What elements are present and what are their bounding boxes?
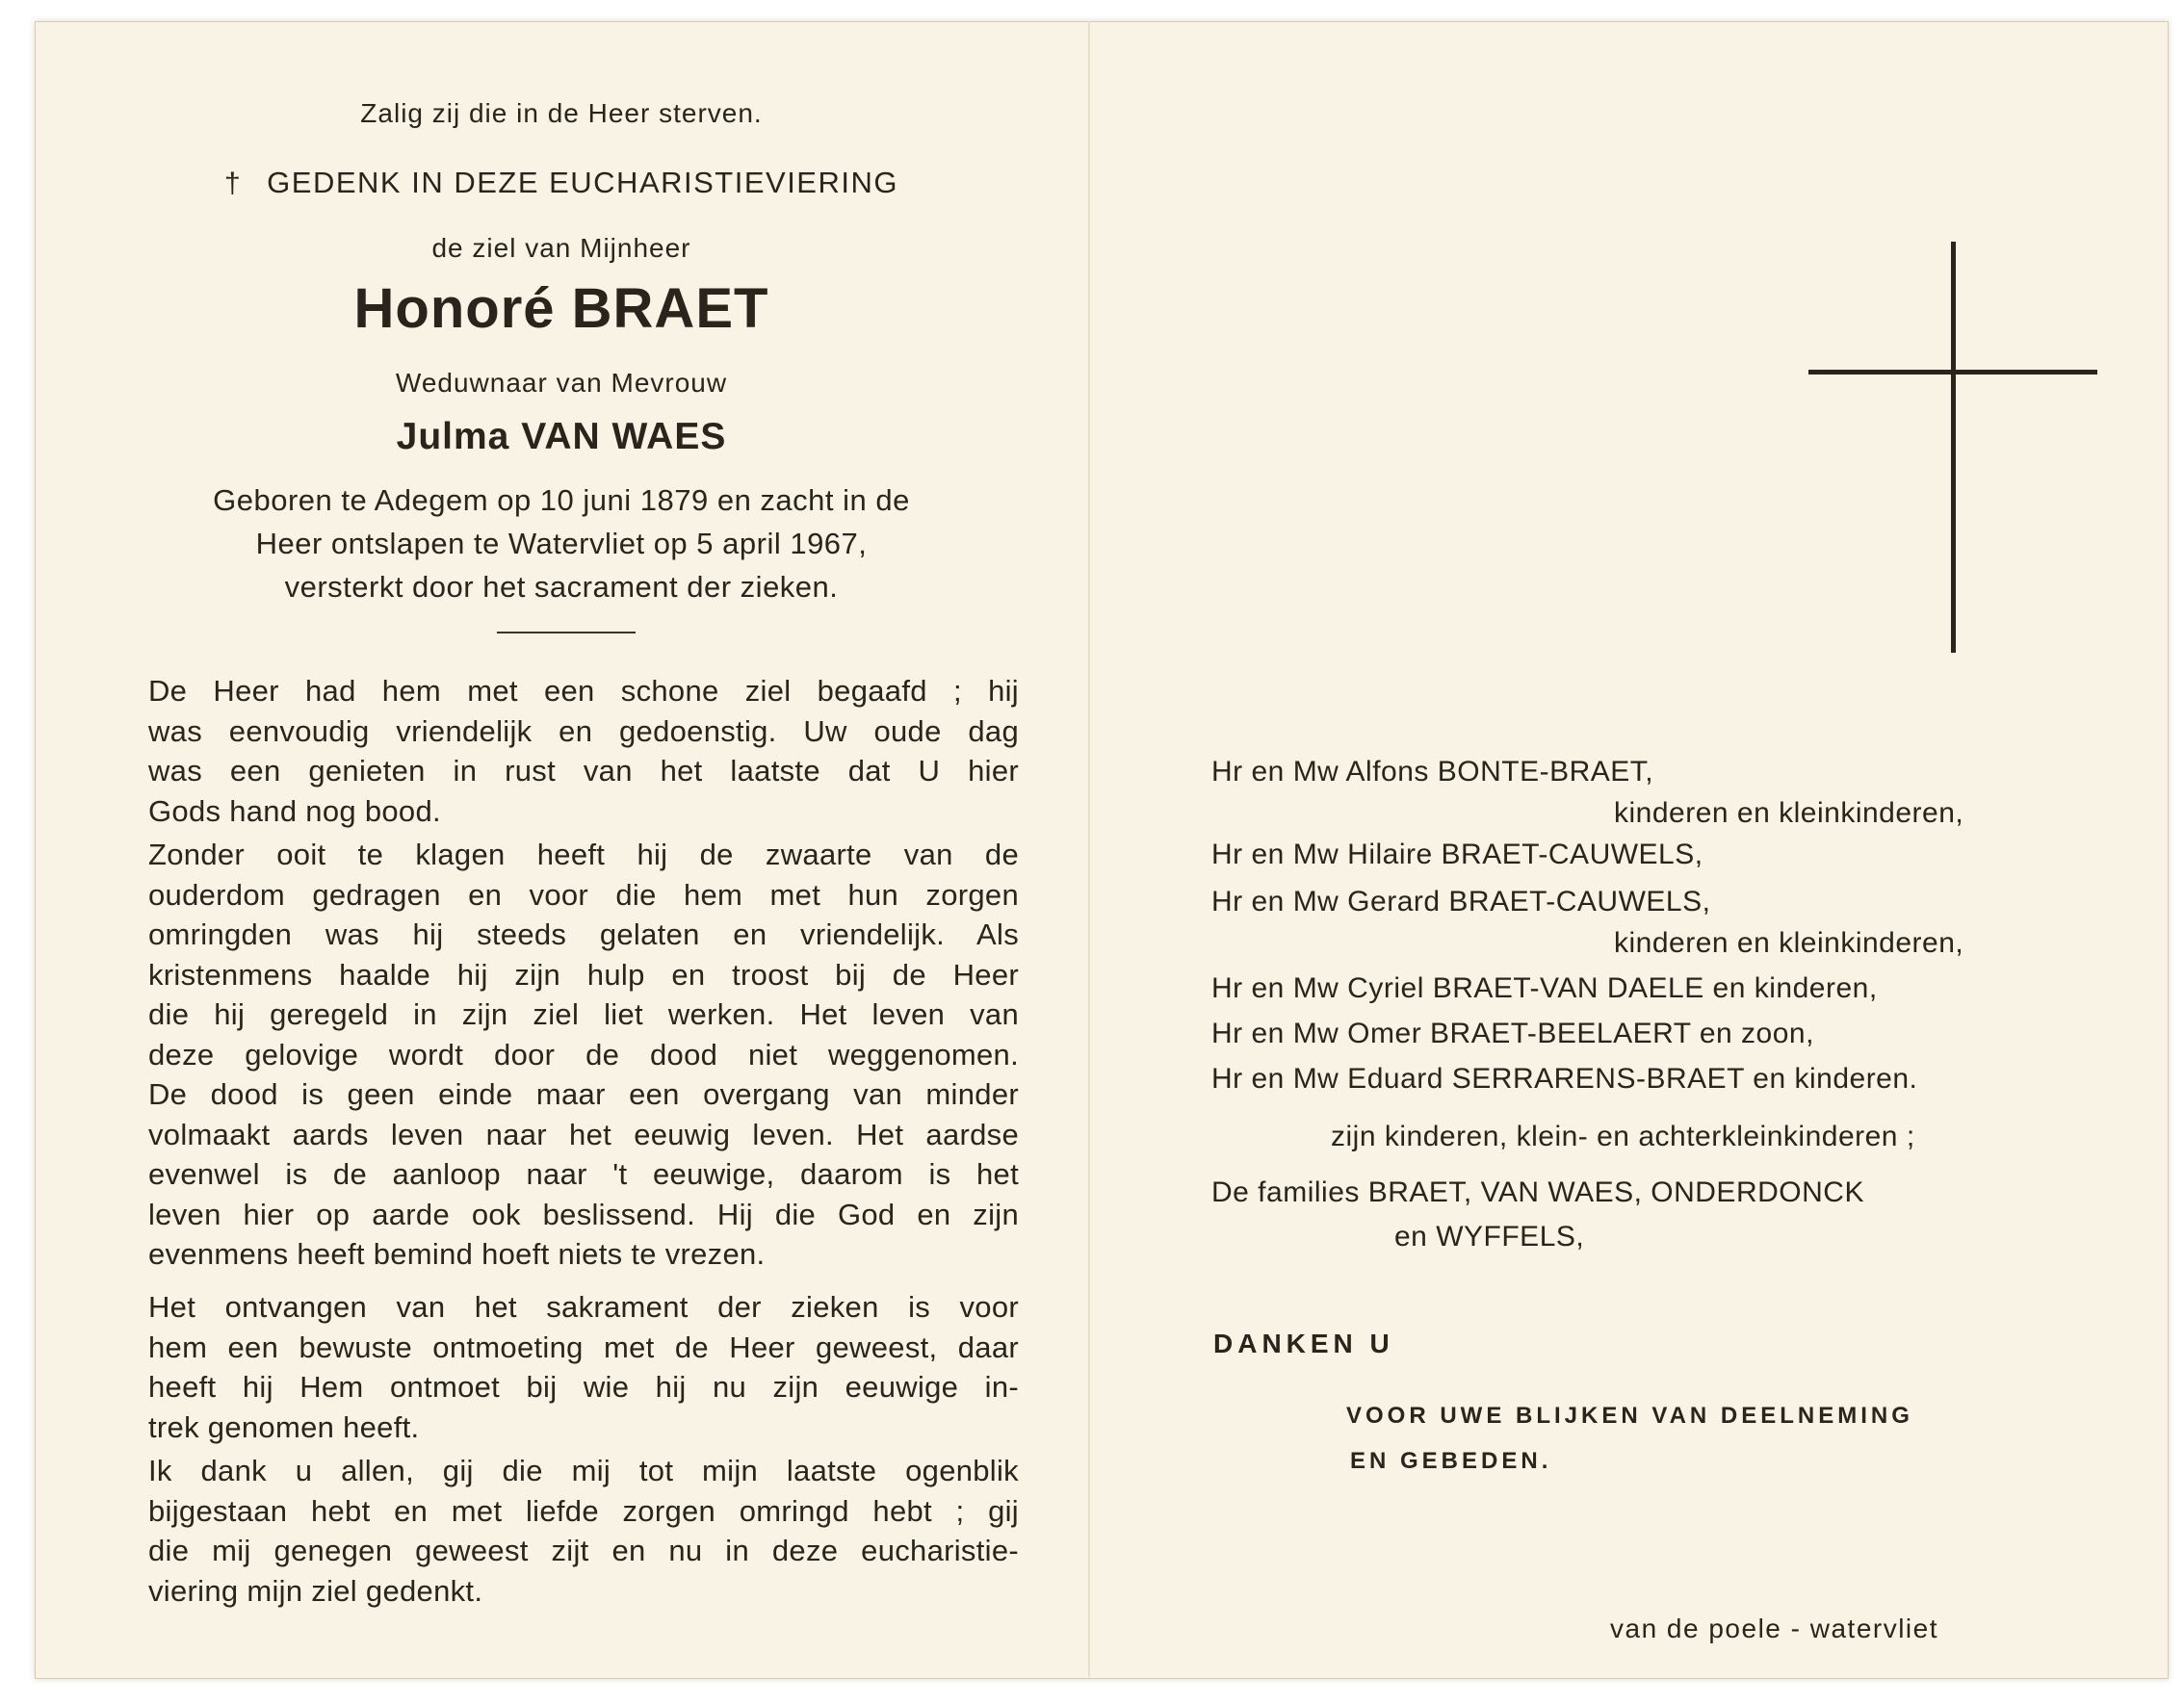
- text-line: De Heer had hem met een schone ziel begaafd ; hij: [148, 674, 1019, 708]
- birth-line-3: versterkt door het sacrament der zieken.: [284, 570, 839, 604]
- text-line: volmaakt aards leven naar het eeuwig leven. Het aardse: [148, 1117, 1019, 1151]
- text-line: omringden was hij steeds gelaten en vriendelijk. Als: [148, 917, 1019, 951]
- text-line: Zonder ooit te klagen heeft hij de zwaarte van de: [148, 838, 1019, 871]
- family-line: Hr en Mw Eduard SERRARENS-BRAET en kinderen.: [1211, 1063, 1918, 1095]
- soul-of: de ziel van Mijnheer: [431, 233, 691, 263]
- text-line: viering mijn ziel gedenkt.: [148, 1573, 483, 1608]
- family-line: kinderen en kleinkinderen,: [1614, 927, 1964, 959]
- text-line: Het ontvangen van het sakrament der zieken is voor: [148, 1290, 1019, 1324]
- text-line: evenmens heeft bemind hoeft niets te vrezen.: [148, 1237, 766, 1271]
- thanks-line-2: EN GEBEDEN.: [1350, 1448, 1552, 1474]
- text-line: ouderdom gedragen en voor die hem met hun zorgen: [148, 877, 1019, 912]
- family-line: kinderen en kleinkinderen,: [1614, 797, 1964, 829]
- motto: Zalig zij die in de Heer sterven.: [360, 98, 763, 128]
- paragraph-1: [148, 671, 1019, 831]
- heading-text: GEDENK IN DEZE EUCHARISTIEVIERING: [267, 166, 898, 199]
- families-line-1: De families BRAET, VAN WAES, ONDERDONCK: [1211, 1176, 1864, 1208]
- paragraph-4: [148, 1451, 1019, 1611]
- text-line: De dood is geen einde maar een overgang van minder: [148, 1077, 1019, 1111]
- text-line: evenwel is de aanloop naar 't eeuwige, daarom is het: [148, 1157, 1019, 1191]
- text-line: bijgestaan hebt en met liefde zorgen omringd hebt ; gij: [148, 1493, 1019, 1528]
- family-line: Hr en Mw Gerard BRAET-CAUWELS,: [1211, 886, 1711, 917]
- text-line: hem een bewuste ontmoeting met de Heer geweest, daar: [148, 1330, 1019, 1364]
- families-line-2: en WYFFELS,: [1394, 1221, 1585, 1253]
- text-line: heeft hij Hem ontmoet bij wie hij nu zijn eeuwige in-: [148, 1370, 1019, 1404]
- card-fold: [1088, 21, 1090, 1677]
- printer-imprint: van de poele - watervliet: [1610, 1614, 1939, 1643]
- large-cross-icon: [1951, 242, 1956, 653]
- text-line: was een genieten in rust van het laatste dat U hier: [148, 754, 1019, 788]
- birth-line-1: Geboren te Adegem op 10 juni 1879 en zacht in de: [213, 483, 910, 517]
- descendants-line: zijn kinderen, klein- en achterkleinkinderen ;: [1331, 1121, 1915, 1152]
- paragraph-2: [148, 835, 1019, 1275]
- thanks-heading: DANKEN U: [1213, 1329, 1394, 1358]
- family-line: Hr en Mw Hilaire BRAET-CAUWELS,: [1211, 839, 1703, 870]
- paragraph-3: [148, 1287, 1019, 1447]
- text-line: Ik dank u allen, gij die mij tot mijn laatste ogenblik: [148, 1454, 1019, 1487]
- family-line: Hr en Mw Alfons BONTE-BRAET,: [1211, 756, 1654, 788]
- text-line: kristenmens haalde hij zijn hulp en troost bij de Heer: [148, 957, 1019, 992]
- birth-line-2: Heer ontslapen te Watervliet op 5 april 1967,: [255, 527, 868, 560]
- family-line: Hr en Mw Omer BRAET-BEELAERT en zoon,: [1211, 1018, 1814, 1049]
- divider: [497, 632, 636, 633]
- text-line: leven hier op aarde ook beslissend. Hij die God en zijn: [148, 1197, 1019, 1231]
- text-line: Gods hand nog bood.: [148, 793, 441, 828]
- thanks-line-1: VOOR UWE BLIJKEN VAN DEELNEMING: [1346, 1403, 1913, 1429]
- large-cross-icon-bar: [1808, 370, 2097, 375]
- cross-icon: †: [223, 168, 243, 199]
- text-line: deze gelovige wordt door de dood niet weggenomen.: [148, 1037, 1019, 1072]
- text-line: was eenvoudig vriendelijk en gedoenstig. Uw oude dag: [148, 713, 1019, 748]
- widower-of: Weduwnaar van Mevrouw: [395, 368, 728, 398]
- family-line: Hr en Mw Cyriel BRAET-VAN DAELE en kinderen,: [1211, 972, 1878, 1004]
- text-line: die mij genegen geweest zijt en nu in deze eucharistie-: [148, 1534, 1019, 1567]
- deceased-name: Honoré BRAET: [353, 277, 769, 340]
- text-line: die hij geregeld in zijn ziel liet werken. Het leven van: [148, 997, 1019, 1031]
- heading: [35, 166, 1088, 200]
- spouse-name: Julma VAN WAES: [396, 416, 727, 457]
- text-line: trek genomen heeft.: [148, 1409, 420, 1444]
